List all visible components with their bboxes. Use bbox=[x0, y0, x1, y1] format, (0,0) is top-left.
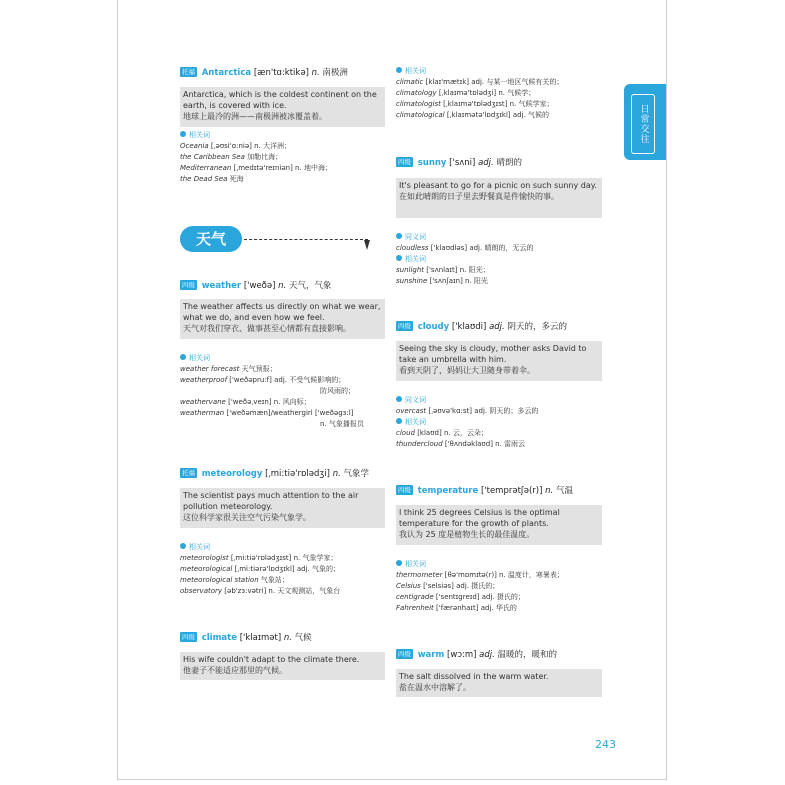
phonetic: [ˌmi:tiə'rɒlədʒi] bbox=[265, 469, 330, 479]
entry-sunny-head bbox=[396, 157, 522, 169]
headword: weather bbox=[201, 281, 242, 291]
related-item: climatic [klaɪ'mætɪk] adj. 与某一地区气候有关的； bbox=[396, 78, 564, 86]
entry-climate-related: 相关词 climatic [klaɪ'mætɪk] adj. 与某一地区气候有关的； climatology [ˌklaɪmə'tɒlədʒi] n. 气候学； climatologist [ˌklaɪmə'tɒlədʒɪst] n. 气候学家； climatological [ˌklaɪmətə'lɒdʒɪkl] adj. 气候的 bbox=[396, 67, 564, 119]
part-of-speech: adj. bbox=[479, 650, 495, 660]
phonetic: [wɔ:m] bbox=[447, 650, 477, 660]
related-item: meteorological [ˌmi:tiərə'lɒdʒɪkl] adj. 气象的； bbox=[180, 565, 341, 573]
bullet-icon bbox=[180, 543, 186, 549]
related-item: weathervane ['weðəˌveɪn] n. 风向标； bbox=[180, 398, 311, 406]
level-badge: 四级 bbox=[182, 281, 195, 289]
meaning: 天气，气象 bbox=[288, 281, 332, 291]
bullet-icon bbox=[180, 354, 186, 360]
example-zh: 看到天阴了，妈妈让大卫随身带着伞。 bbox=[399, 366, 535, 375]
entry-meteorology-related: 相关词 meteorologist [ˌmi:tiə'rɒlədʒɪst] n. 气象学家； meteorological [ˌmi:tiərə'lɒdʒɪkl] adj. 气象的； meteorological station 气象站； observatory [əb'zɜ:vətri] n. 天文观测站，气象台 bbox=[180, 543, 341, 595]
related-item: centigrade ['sentɪgreɪd] adj. 摄氏的； bbox=[396, 593, 525, 601]
example-en: The weather affects us directly on what we wear, what we do, and even how we feel. bbox=[183, 302, 381, 322]
entry-antarctica-head bbox=[180, 67, 348, 79]
meaning: 阴天的，多云的 bbox=[507, 322, 567, 332]
headword: meteorology bbox=[201, 469, 263, 479]
entry-sunny-related: 同义词 cloudless ['klaʊdləs] adj. 晴朗的，无云的 相关词 sunlight ['sʌnlaɪt] n. 阳光； sunshine ['sʌnʃaɪn] n. 阳光 bbox=[396, 233, 534, 285]
section-title: 天气 bbox=[180, 226, 242, 252]
phonetic: [æn'tɑ:ktikə] bbox=[253, 68, 309, 78]
bullet-icon bbox=[180, 131, 186, 137]
chapter-tab-label: 日常交往 bbox=[638, 104, 649, 144]
related-item: climatology [ˌklaɪmə'tɒlədʒi] n. 气候学； bbox=[396, 89, 536, 97]
related-item: the Caribbean Sea 加勒比海； bbox=[180, 153, 283, 161]
entry-temperature-example bbox=[396, 505, 602, 545]
section-divider bbox=[244, 239, 368, 240]
example-en: His wife couldn't adapt to the climate there. bbox=[183, 655, 360, 664]
entry-antarctica-related: 相关词 Oceania [ˌəʊsi'ɑ:niə] n. 大洋洲； the Caribbean Sea 加勒比海； Mediterranean [ˌmedɪtə'reɪniən] n. 地中海； the Dead Sea 死海 bbox=[180, 131, 332, 183]
related-item: sunlight ['sʌnlaɪt] n. 阳光； bbox=[396, 266, 490, 274]
entry-sunny-example bbox=[396, 178, 602, 218]
example-en: Antarctica, which is the coldest continent on the earth, is covered with ice. bbox=[183, 90, 377, 110]
headword: Antarctica bbox=[201, 68, 252, 78]
example-en: The salt dissolved in the warm water. bbox=[399, 672, 549, 681]
entry-cloudy-head bbox=[396, 321, 567, 333]
example-zh: 地球上最冷的洲——南极洲被冰覆盖着。 bbox=[183, 112, 327, 121]
level-badge: 四级 bbox=[398, 486, 411, 494]
meaning: 气候 bbox=[294, 633, 312, 643]
related-item: weatherman ['weðəmæn]/weathergirl ['weðəgɜ:l] bbox=[180, 409, 354, 417]
example-zh: 他妻子不能适应那里的气候。 bbox=[183, 666, 287, 675]
related-item: cloud [klaʊd] n. 云，云朵； bbox=[396, 429, 488, 437]
bullet-icon bbox=[396, 418, 402, 424]
entry-climate-head bbox=[180, 632, 312, 644]
meaning: 气象学 bbox=[343, 469, 370, 479]
headword: cloudy bbox=[417, 322, 450, 332]
entry-meteorology-example bbox=[180, 488, 385, 528]
meaning: 温暖的，暖和的 bbox=[497, 650, 558, 660]
part-of-speech: n. bbox=[278, 281, 287, 291]
entry-climate-example bbox=[180, 652, 385, 680]
synonym-item: cloudless ['klaʊdləs] adj. 晴朗的，无云的 bbox=[396, 244, 534, 252]
level-badge: 四级 bbox=[398, 322, 411, 330]
entry-cloudy-example bbox=[396, 341, 602, 381]
synonym-item: overcast [ˌəʊvə'kɑ:st] adj. 阴天的；多云的 bbox=[396, 407, 539, 415]
phonetic: ['weðə] bbox=[243, 281, 276, 291]
entry-meteorology-head bbox=[180, 468, 369, 480]
example-en: The scientist pays much attention to the air pollution meteorology. bbox=[183, 491, 359, 511]
entry-weather-example bbox=[180, 299, 385, 339]
phonetic: ['sʌni] bbox=[449, 158, 476, 168]
entry-warm-example bbox=[396, 669, 602, 697]
meaning: 南极洲 bbox=[322, 68, 348, 78]
phonetic: ['klaɪmət] bbox=[239, 633, 282, 643]
related-item: climatologist [ˌklaɪmə'tɒlədʒɪst] n. 气候学家； bbox=[396, 100, 554, 108]
example-zh: 我认为 25 度是植物生长的最佳温度。 bbox=[399, 530, 535, 539]
headword: climate bbox=[201, 633, 237, 643]
headword: sunny bbox=[417, 158, 447, 168]
bullet-icon bbox=[396, 67, 402, 73]
bullet-icon bbox=[396, 560, 402, 566]
example-zh: 在如此晴朗的日子里去野餐真是件愉快的事。 bbox=[399, 192, 559, 201]
headword: temperature bbox=[417, 486, 479, 496]
related-item: Oceania [ˌəʊsi'ɑ:niə] n. 大洋洲； bbox=[180, 142, 292, 150]
part-of-speech: n. bbox=[332, 469, 341, 479]
related-item: n. 气象播报员 bbox=[320, 420, 364, 428]
phonetic: ['klaʊdi] bbox=[451, 322, 487, 332]
example-en: It's pleasant to go for a picnic on such sunny day. bbox=[399, 181, 597, 190]
example-en: Seeing the sky is cloudy, mother asks David to take an umbrella with him. bbox=[399, 344, 587, 364]
related-item: the Dead Sea 死海 bbox=[180, 175, 244, 183]
example-zh: 这位科学家很关注空气污染气象学。 bbox=[183, 513, 311, 522]
entry-warm-head bbox=[396, 649, 557, 661]
part-of-speech: n. bbox=[311, 68, 320, 78]
related-item: climatological [ˌklaɪmətə'lɒdʒɪkl] adj. 气候的 bbox=[396, 111, 550, 119]
related-item: sunshine ['sʌnʃaɪn] n. 阳光 bbox=[396, 277, 488, 285]
chapter-tab bbox=[624, 84, 666, 160]
entry-antarctica-example bbox=[180, 87, 385, 127]
related-item: meteorologist [ˌmi:tiə'rɒlədʒɪst] n. 气象学家； bbox=[180, 554, 338, 562]
arrow-down-icon bbox=[364, 240, 370, 250]
phonetic: ['temprətʃə(r)] bbox=[480, 486, 543, 496]
level-badge: 四级 bbox=[398, 650, 411, 658]
related-item: meteorological station 气象站； bbox=[180, 576, 289, 584]
part-of-speech: adj. bbox=[478, 158, 494, 168]
related-item: thermometer [θə'mɒmɪtə(r)] n. 温度计，寒暑表； bbox=[396, 571, 564, 579]
level-badge: 托福 bbox=[182, 469, 195, 477]
part-of-speech: adj. bbox=[489, 322, 505, 332]
bullet-icon bbox=[396, 233, 402, 239]
related-item: Celsius ['selsiəs] adj. 摄氏的； bbox=[396, 582, 500, 590]
example-en: I think 25 degrees Celsius is the optimal temperature for the growth of plants. bbox=[399, 508, 560, 528]
meaning: 晴朗的 bbox=[496, 158, 522, 168]
entry-temperature-head bbox=[396, 485, 573, 497]
entry-weather-related: 相关词 weather forecast 天气预报； weatherproof ['weðəpru:f] adj. 不受气候影响的； 防风雨的； weathervane ['weðəˌveɪn] n. 风向标； weatherman ['weðəmæn]/weathergirl ['weðəgɜ:l] n. 气象播报员 bbox=[180, 354, 364, 428]
page-number: 243 bbox=[595, 738, 616, 751]
example-zh: 天气对我们穿衣、做事甚至心情都有直接影响。 bbox=[183, 324, 351, 333]
bullet-icon bbox=[396, 255, 402, 261]
level-badge: 托福 bbox=[182, 68, 195, 76]
entry-temperature-related: 相关词 thermometer [θə'mɒmɪtə(r)] n. 温度计，寒暑表； Celsius ['selsiəs] adj. 摄氏的； centigrade ['sentɪgreɪd] adj. 摄氏的； Fahrenheit ['færənhaɪt] adj. 华氏的 bbox=[396, 560, 564, 612]
related-item: weather forecast 天气预报； bbox=[180, 365, 277, 373]
related-item: thundercloud ['θʌndəklaʊd] n. 雷雨云 bbox=[396, 440, 526, 448]
example-zh: 盐在温水中溶解了。 bbox=[399, 683, 471, 692]
level-badge: 四级 bbox=[398, 158, 411, 166]
related-item: Fahrenheit ['færənhaɪt] adj. 华氏的 bbox=[396, 604, 517, 612]
part-of-speech: n. bbox=[283, 633, 292, 643]
bullet-icon bbox=[396, 396, 402, 402]
related-item: 防风雨的； bbox=[320, 387, 355, 395]
entry-weather-head bbox=[180, 280, 331, 292]
entry-cloudy-related: 同义词 overcast [ˌəʊvə'kɑ:st] adj. 阴天的；多云的 相关词 cloud [klaʊd] n. 云，云朵； thundercloud ['θʌndəklaʊd] n. 雷雨云 bbox=[396, 396, 539, 448]
headword: warm bbox=[417, 650, 445, 660]
level-badge: 四级 bbox=[182, 633, 195, 641]
meaning: 气温 bbox=[555, 486, 573, 496]
related-item: weatherproof ['weðəpru:f] adj. 不受气候影响的； bbox=[180, 376, 346, 384]
part-of-speech: n. bbox=[545, 486, 554, 496]
related-item: Mediterranean [ˌmedɪtə'reɪniən] n. 地中海； bbox=[180, 164, 332, 172]
related-item: observatory [əb'zɜ:vətri] n. 天文观测站，气象台 bbox=[180, 587, 341, 595]
